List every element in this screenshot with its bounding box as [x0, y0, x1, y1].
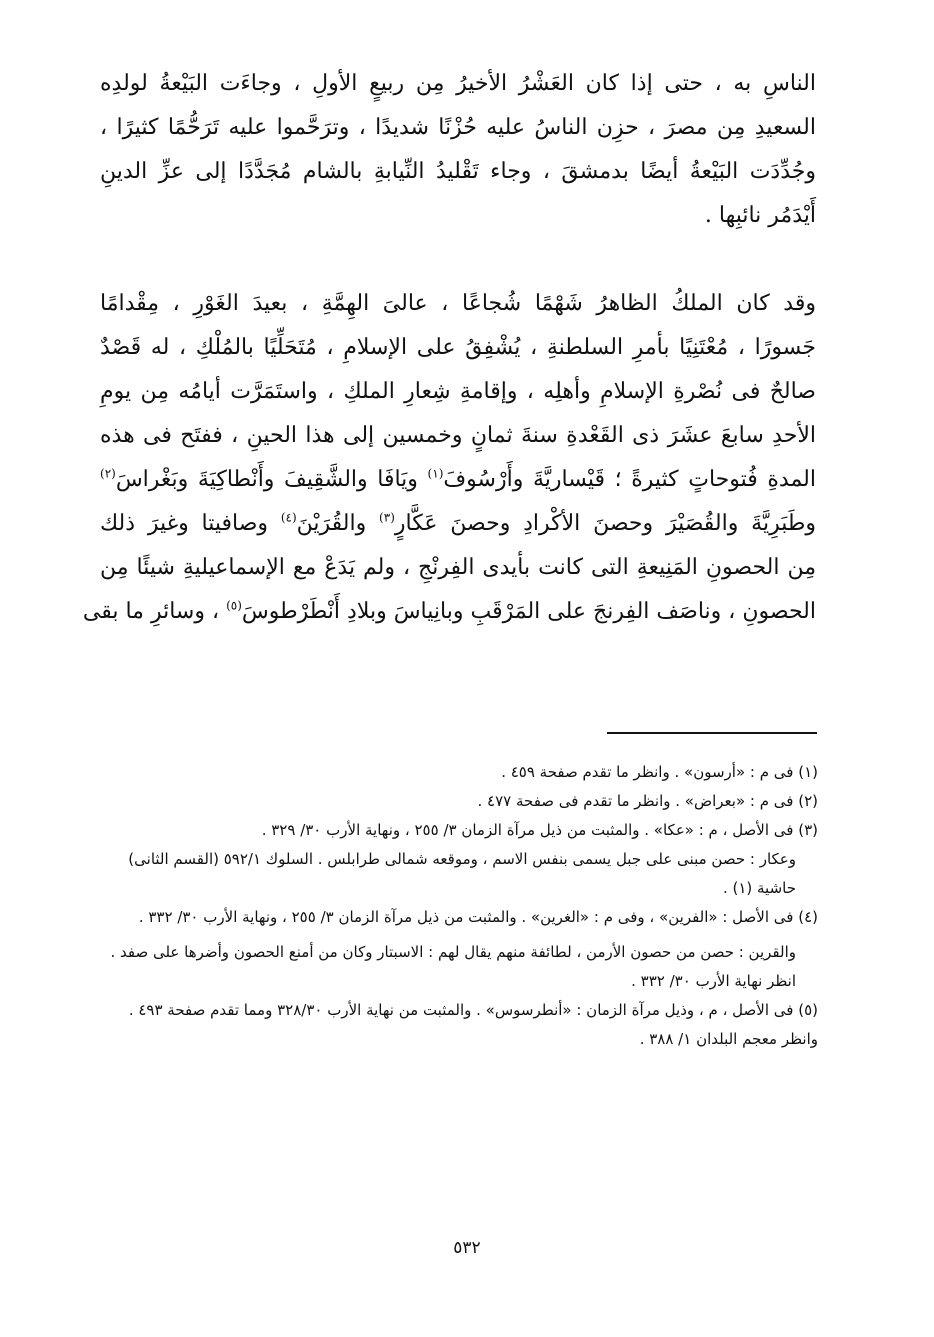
line-segment: وصافيتا وغيرَ ذلك: [100, 511, 281, 536]
line-segment: الحصونِ ، وناصَف الفِرنجَ على المَرْقَبِ وبانِياسَ وبلادِ أَنْطَرْطوسَ: [241, 599, 816, 624]
footnote-3: (٣) فى الأصل ، م : «عكا» . والمثبت من ذيل مرآة الزمان ٣/ ٢٥٥ ، ونهاية الأرب ٣٠/ ٣٢٩ .: [261, 821, 818, 839]
text-line: جَسورًا ، مُعْتَنِيًا بأمرِ السلطنةِ ، يُشْفِقُ على الإسلامِ ، مُتَحَلِّيًا بالمُلْكِ ، له قَصْدٌ: [100, 335, 816, 360]
paragraph-1: [100, 62, 816, 238]
footnote-ref[interactable]: (٤): [280, 510, 297, 525]
footnote-separator: [607, 732, 817, 734]
footnote-5: (٥) فى الأصل ، م ، وذيل مرآة الزمان : «أنطرسوس» . والمثبت من نهاية الأرب ٣٢٨/٣٠ ومما تقدم صفحة ٤٩٣ . وانظر معجم البلدان ١/ ٣٨٨ .: [128, 1001, 818, 1048]
line-segment: والقُرَيْنَ: [296, 511, 380, 536]
footnote-1: (١) فى م : «أرسون» . وانظر ما تقدم صفحة ٤٥٩ .: [501, 763, 818, 781]
text-line: أَيْدَمُر نائبِها .: [704, 203, 816, 228]
text-line: وجُدِّدَت البَيْعةُ أيضًا بدمشقَ ، وجاء تَقْليدُ النِّيابةِ بالشام مُجَدَّدًا إلى عزِّ الدينِ: [100, 159, 816, 184]
text-line: مِن الحصونِ المَنِيعةِ التى كانت بأيدى الفِرنْجِ ، ولم يَدَعْ مع الإسماعيليةِ شيئًا مِن: [100, 555, 816, 580]
text-line: [100, 502, 816, 546]
footnote-ref[interactable]: (١): [427, 466, 444, 481]
text-line: وقد كان الملكُ الظاهرُ شَهْمًا شُجاعًا ، عالىَ الهِمَّةِ ، بعيدَ الغَوْرِ ، مِقْدامًا: [100, 291, 816, 316]
text-line: الناسِ به ، حتى إذا كان العَشْرُ الأخيرُ مِن ربيعٍ الأولِ ، وجاءَت البَيْعةُ لولدِه: [100, 71, 816, 96]
text-line: صالحٌ فى نُصْرةِ الإسلامِ وأهلِه ، وإقامةِ شِعارِ الملكِ ، واستَمَرَّت أيامُه مِن يومِ: [100, 379, 816, 404]
footnotes: [106, 758, 818, 1054]
footnote-4-note: والقرين : حصن من حصون الأرمن ، لطائفة منهم يقال لهم : الاسبتار وكان من أمنع الحصون وأضرها على صفد . انظر نهاية الأرب ٣٠/ ٣٣٢ .: [110, 943, 796, 990]
footnote-ref[interactable]: (٢): [100, 466, 116, 481]
footnote-ref[interactable]: (٥): [226, 598, 242, 613]
paragraph-2: [82, 282, 816, 634]
text-line: [82, 590, 816, 634]
line-segment: وطَبَرِيَّةَ والقُصَيْرَ وحصنَ الأكْرادِ وحصنَ عَكَّارٍ: [394, 511, 816, 536]
footnote-3-note: وعكار : حصن مبنى على جبل يسمى بنفس الاسم ، وموقعه شمالى طرابلس . السلوك ٥٩٢/١ (القسم الثانى) حاشية (١) .: [128, 850, 796, 897]
line-segment: ، وسائرِ ما بقى: [82, 599, 227, 624]
text-line: السعيدِ مِن مصرَ ، حزِن الناسُ عليه حُزْنًا شديدًا ، وترَحَّموا عليه تَرَحُّمًا كثيرًا ،: [100, 115, 816, 140]
footnote-4: (٤) فى الأصل : «الفرين» ، وفى م : «الغرين» . والمثبت من ذيل مرآة الزمان ٣/ ٢٥٥ ، ونهاية الأرب ٣٠/ ٣٣٢ .: [138, 908, 818, 926]
footnote-ref[interactable]: (٣): [379, 510, 395, 525]
page-number: ٥٣٢: [453, 1238, 481, 1258]
line-segment: ويَافَا والشَّقِيفَ وأَنْطاكِيَةَ وبَغْراسَ: [115, 467, 428, 492]
text-line: الأحدِ سابعَ عشَرَ ذى القَعْدةِ سنةَ ثمانٍ وخمسين إلى هذا الحينِ ، ففتَح فى هذه: [100, 423, 816, 448]
footnote-2: (٢) فى م : «بعراض» . وانظر ما تقدم فى صفحة ٤٧٧ .: [477, 792, 818, 810]
text-line: [100, 458, 816, 502]
line-segment: المدةِ فُتوحاتٍ كثيرةً ؛ قَيْساريَّةَ وأَرْسُوفَ: [443, 467, 816, 492]
